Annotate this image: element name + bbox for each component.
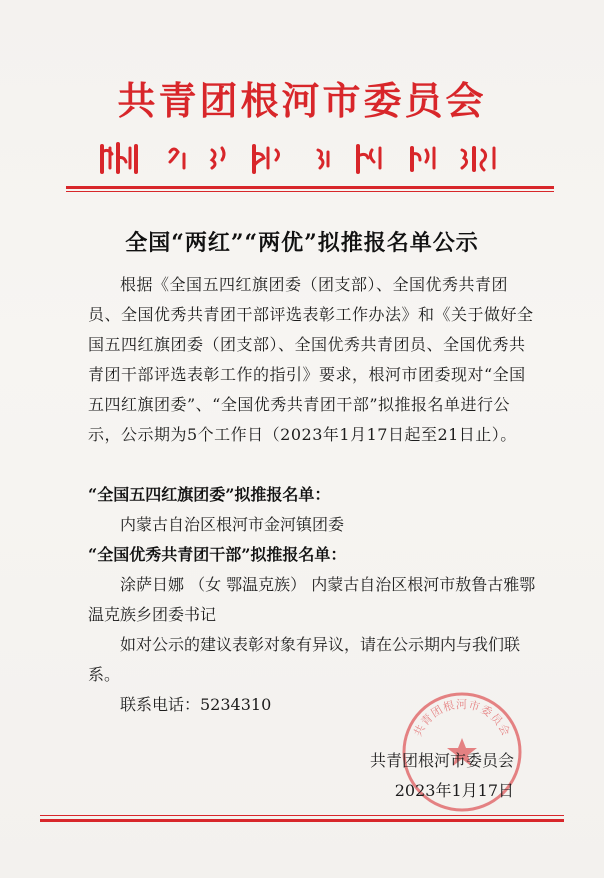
signature-org: 共青团根河市委员会	[369, 751, 514, 770]
signature-date: 2023年1月17日	[394, 781, 514, 800]
org-letterhead-title: 共青团根河市委员会	[117, 78, 487, 123]
footer-rule-thick	[40, 819, 564, 822]
header-rule-thick	[66, 186, 554, 189]
contact-phone: 联系电话：5234310	[120, 695, 272, 714]
mongolian-script-line	[96, 138, 506, 178]
section1-item: 内蒙古自治区根河市金河镇团委	[120, 515, 345, 534]
section1-heading: “全国五四红旗团委”拟推报名单：	[88, 485, 331, 504]
section2-heading: “全国优秀共青团干部”拟推报名单：	[88, 545, 347, 564]
seal-ring-text: 共青团根河市委员会	[411, 698, 513, 739]
document-title: 全国“两红”“两优”拟推报名单公示	[125, 230, 479, 256]
objection-note: 如对公示的建议表彰对象有异议，请在公示期内与我们联系。	[88, 635, 521, 684]
svg-text:共青团根河市委员会	[410, 697, 513, 738]
footer-rule-thin	[40, 815, 564, 816]
section2-item: 涂萨日娜 （女 鄂温克族） 内蒙古自治区根河市敖鲁古雅鄂温克族乡团委书记	[88, 575, 536, 624]
header-rule-thin	[66, 191, 554, 192]
main-paragraph: 根据《全国五四红旗团委（团支部）、全国优秀共青团员、全国优秀共青团干部评选表彰工作办法》和《关于做好全国五四红旗团委（团支部）、全国优秀共青团员、全国优秀共青团干部评选表彰工作的指引》要求，根河市团委现对“全国五四红旗团委”、“全国优秀共青团干部”拟推报名单进行公示，公示期为5个工作日（2023年1月17日起至21日止）。	[88, 275, 534, 444]
